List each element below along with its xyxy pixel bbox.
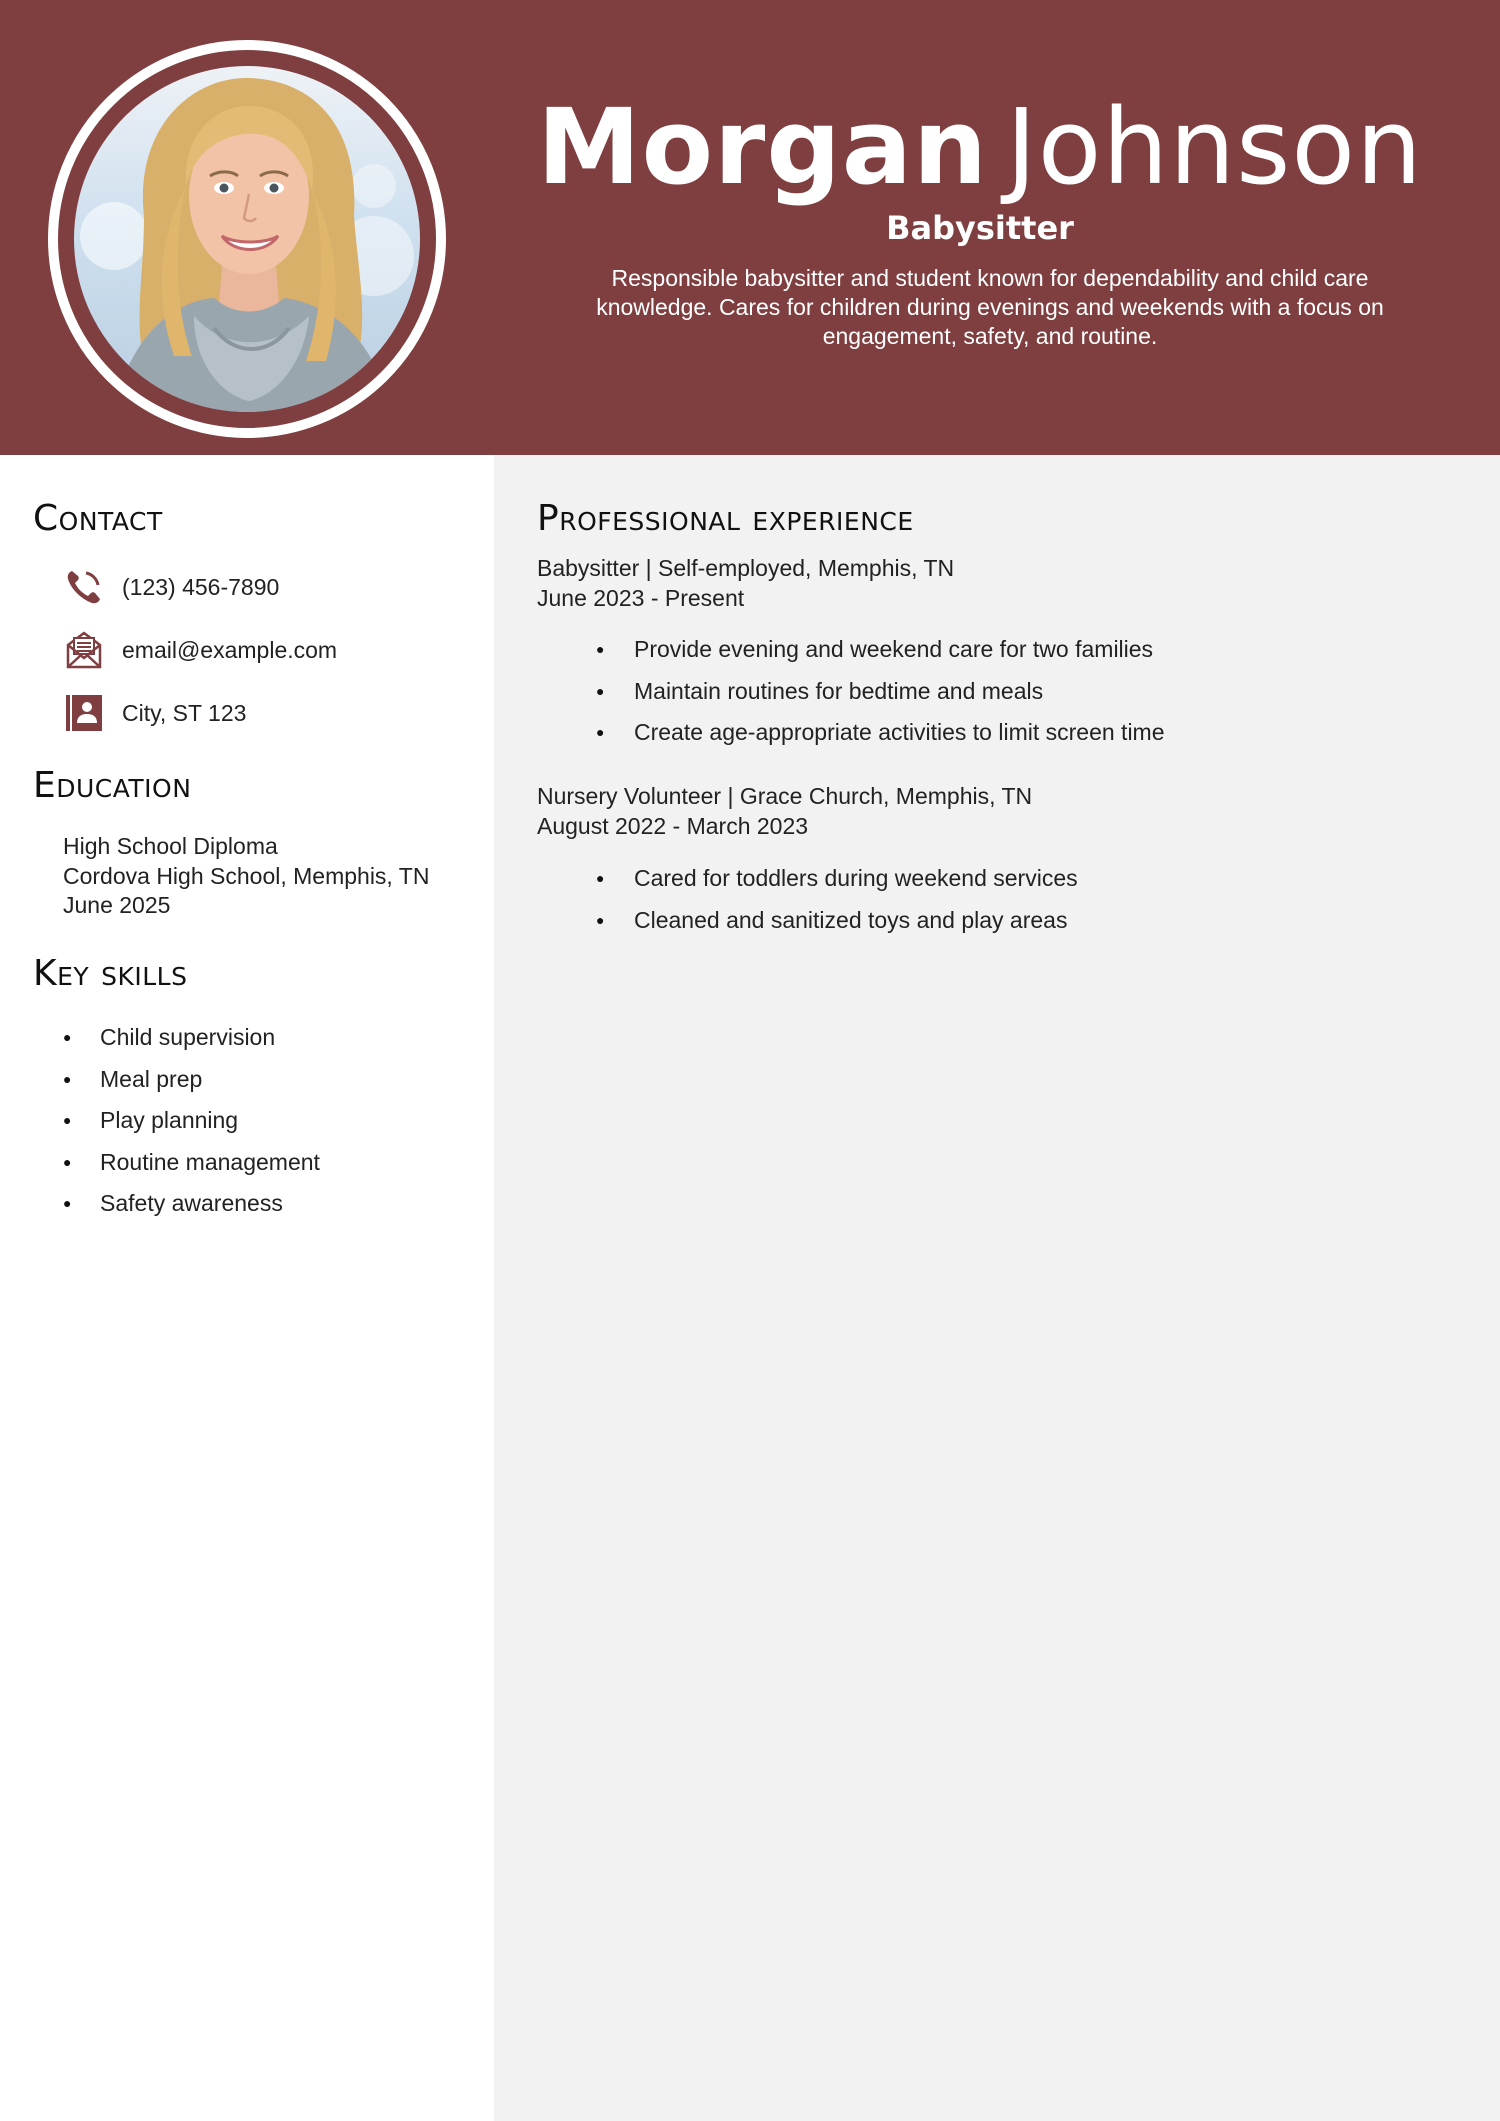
- first-name: Morgan: [537, 86, 989, 208]
- contact-card-icon: [62, 691, 106, 735]
- email-address[interactable]: email@example.com: [122, 636, 338, 663]
- skill-item: ● Child supervision: [63, 1017, 320, 1059]
- education-heading: Education: [33, 765, 192, 806]
- education-date: June 2025: [63, 892, 171, 918]
- education-school: Cordova High School, Memphis, TN: [63, 862, 430, 889]
- job-heading: Nursery Volunteer | Grace Church, Memphis, TN: [537, 783, 1033, 809]
- job-bullet: ● Cared for toddlers during weekend services: [596, 858, 1078, 900]
- phone-icon: [62, 565, 106, 609]
- job-bullets: [596, 858, 1078, 941]
- header-banner: [0, 0, 1500, 455]
- job-bullets: [596, 629, 1165, 754]
- skills-list: [63, 1017, 320, 1225]
- skill-item: ● Meal prep: [63, 1059, 320, 1101]
- skill-item: ● Safety awareness: [63, 1183, 320, 1225]
- job-bullet: ● Maintain routines for bedtime and meals: [596, 671, 1165, 713]
- profile-photo-frame: [48, 40, 446, 438]
- contact-email: [62, 628, 337, 672]
- skill-item: ● Routine management: [63, 1142, 320, 1184]
- address: City, ST 123: [122, 699, 247, 726]
- contact-address: [62, 691, 246, 735]
- job-dates: August 2022 - March 2023: [537, 812, 809, 839]
- experience-heading: Professional experience: [537, 498, 914, 539]
- job-heading: Babysitter | Self-employed, Memphis, TN: [537, 555, 955, 581]
- job-dates: June 2023 - Present: [537, 584, 745, 611]
- job-title: Babysitter: [886, 209, 1074, 247]
- job-entry: [537, 554, 954, 613]
- skills-heading: Key skills: [33, 953, 188, 994]
- job-bullet: ● Cleaned and sanitized toys and play areas: [596, 900, 1078, 942]
- education-degree: High School Diploma: [63, 833, 278, 859]
- last-name: Johnson: [1006, 86, 1423, 208]
- envelope-icon: [62, 628, 106, 672]
- job-bullet: ● Provide evening and weekend care for two families: [596, 629, 1165, 671]
- job-bullet: ● Create age-appropriate activities to limit screen time: [596, 712, 1165, 754]
- contact-heading: Contact: [33, 498, 163, 539]
- contact-phone: [62, 565, 279, 609]
- profile-photo: [74, 66, 420, 412]
- skill-item: ● Play planning: [63, 1100, 320, 1142]
- candidate-name: [520, 82, 1440, 212]
- phone-number[interactable]: (123) 456-7890: [122, 573, 280, 600]
- education-entry: [63, 832, 429, 921]
- job-entry: [537, 782, 1032, 841]
- profile-summary: Responsible babysitter and student known for dependability and child care knowledge. Cares for children during evenings and weekends with a focus on engagement, safety, and routine.: [596, 265, 1384, 349]
